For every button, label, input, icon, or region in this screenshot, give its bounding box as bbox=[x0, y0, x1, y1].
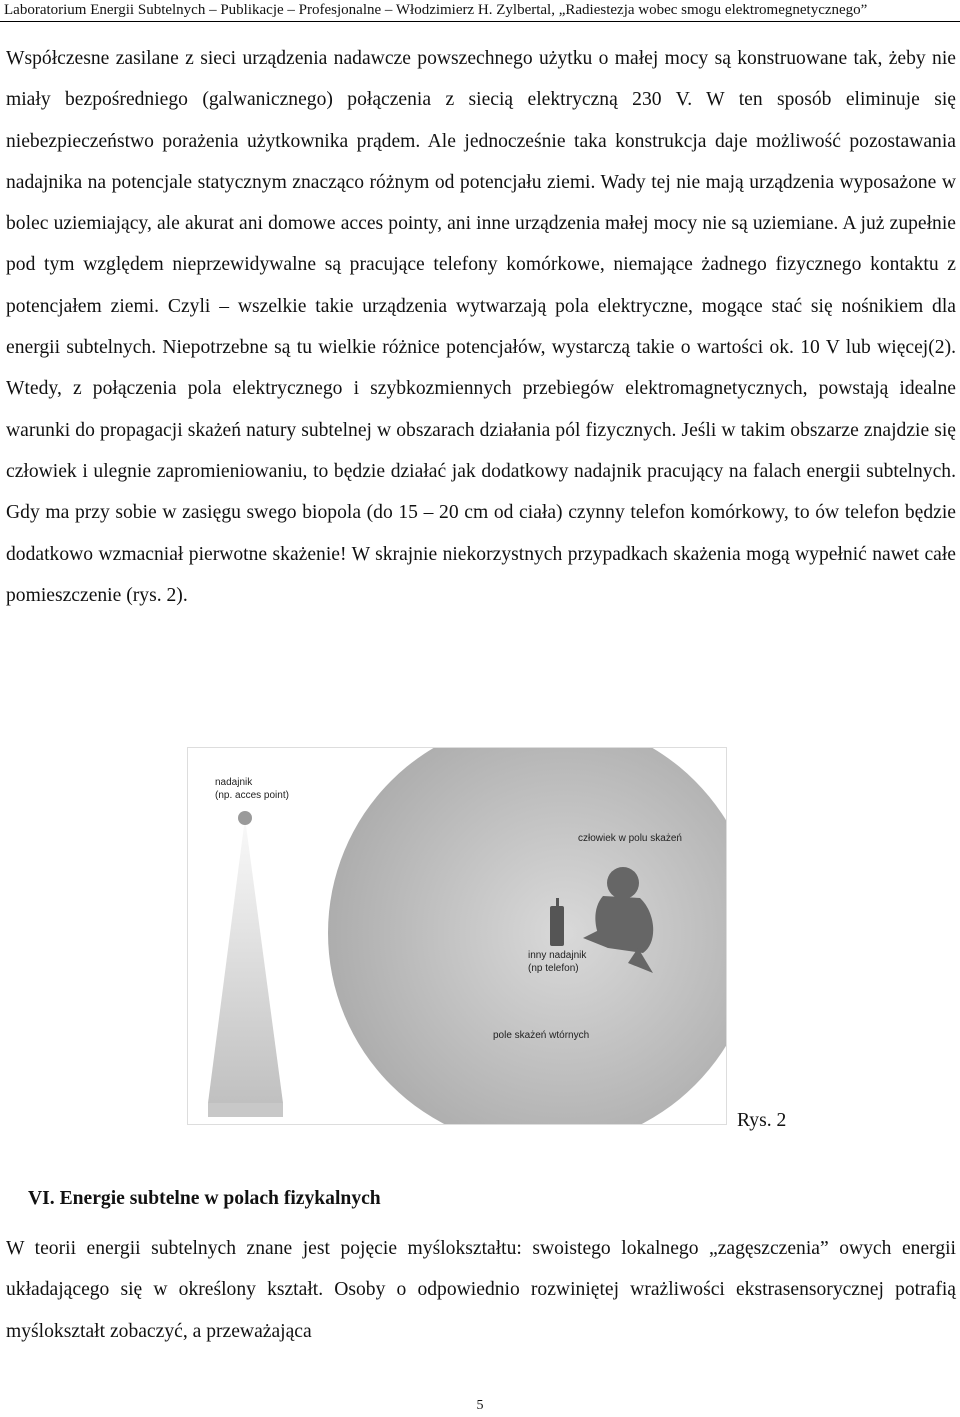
figure-2 bbox=[187, 747, 727, 1125]
label-other-2: (np telefon) bbox=[528, 963, 579, 974]
section-heading: VI. Energie subtelne w polach fizykalnych bbox=[28, 1188, 381, 1209]
running-header: Laboratorium Energii Subtelnych – Publikacje – Profesjonalne – Włodzimierz H. Zylbertal, „Radiestezja wobec smogu elektromegnetycznego” bbox=[0, 0, 960, 22]
label-person: człowiek w polu skażeń bbox=[578, 833, 682, 844]
page-number: 5 bbox=[476, 1398, 484, 1413]
transmitter-beam bbox=[208, 818, 283, 1103]
body-paragraph-2: W teorii energii subtelnych znane jest pojęcie myślokształtu: swoistego lokalnego „zagęszczenia” owych energii układającego się w określony kształt. Osoby o odpowiednio rozwiniętej wrażliwości ekstrasensorycznej potrafią myślokształt zobaczyć, a przeważająca bbox=[6, 1238, 956, 1342]
figure-illustration bbox=[188, 748, 726, 1124]
ground-base bbox=[208, 1103, 283, 1117]
figure-caption: Rys. 2 bbox=[737, 1110, 787, 1131]
label-transmitter-1: nadajnik bbox=[215, 777, 253, 788]
field-circle bbox=[328, 748, 726, 1124]
label-transmitter-2: (np. acces point) bbox=[215, 790, 289, 801]
label-other-1: inny nadajnik bbox=[528, 950, 587, 961]
body-paragraph-1: Współczesne zasilane z sieci urządzenia nadawcze powszechnego użytku o małej mocy są konstruowane tak, żeby nie miały bezpośredniego (galwanicznego) połączenia z siecią elektryczną 230 V. W ten sposób eliminuje się niebezpieczeństwo porażenia użytkownika prądem. Ale jednocześnie taka konstrukcja daje możliwość pozostawania nadajnika na potencjale statycznym znacząco różnym od potencjału ziemi. Wady tej nie mają urządzenia wyposażone w bolec uziemiający, ale akurat ani domowe acces pointy, ani inne urządzenia małej mocy nie są uziemiane. A już zupełnie pod tym względem nieprzewidywalne są pracujące telefony komórkowe, niemające żadnego fizycznego kontaktu z potencjałem ziemi. Czyli – wszelkie takie urządzenia wytwarzają pola elektryczne, mogące stać się nośnikiem dla energii subtelnych. Niepotrzebne są tu wielkie różnice potencjałów, wystarczą takie o wartości ok. 10 V lub więcej(2). Wtedy, z połączenia pola elektrycznego i szybkozmiennych przebiegów elektromagnetycznych, powstają idealne warunki do propagacji skażeń natury subtelnej w obszarach działania pól fizycznych. Jeśli w takim obszarze znajdzie się człowiek i ulegnie zapromieniowaniu, to będzie działać jak dodatkowy nadajnik pracujący na falach energii subtelnych. Gdy ma przy sobie w zasięgu swego biopola (do 15 – 20 cm od ciała) czynny telefon komórkowy, to ów telefon będzie dodatkowo wzmacniał pierwotne skażenie! W skrajnie niekorzystnych przypadkach skażenia mogą wypełnić nawet całe pomieszczenie (rys. 2). bbox=[6, 48, 956, 606]
label-field: pole skażeń wtórnych bbox=[493, 1030, 590, 1041]
transmitter-dot bbox=[238, 811, 252, 825]
